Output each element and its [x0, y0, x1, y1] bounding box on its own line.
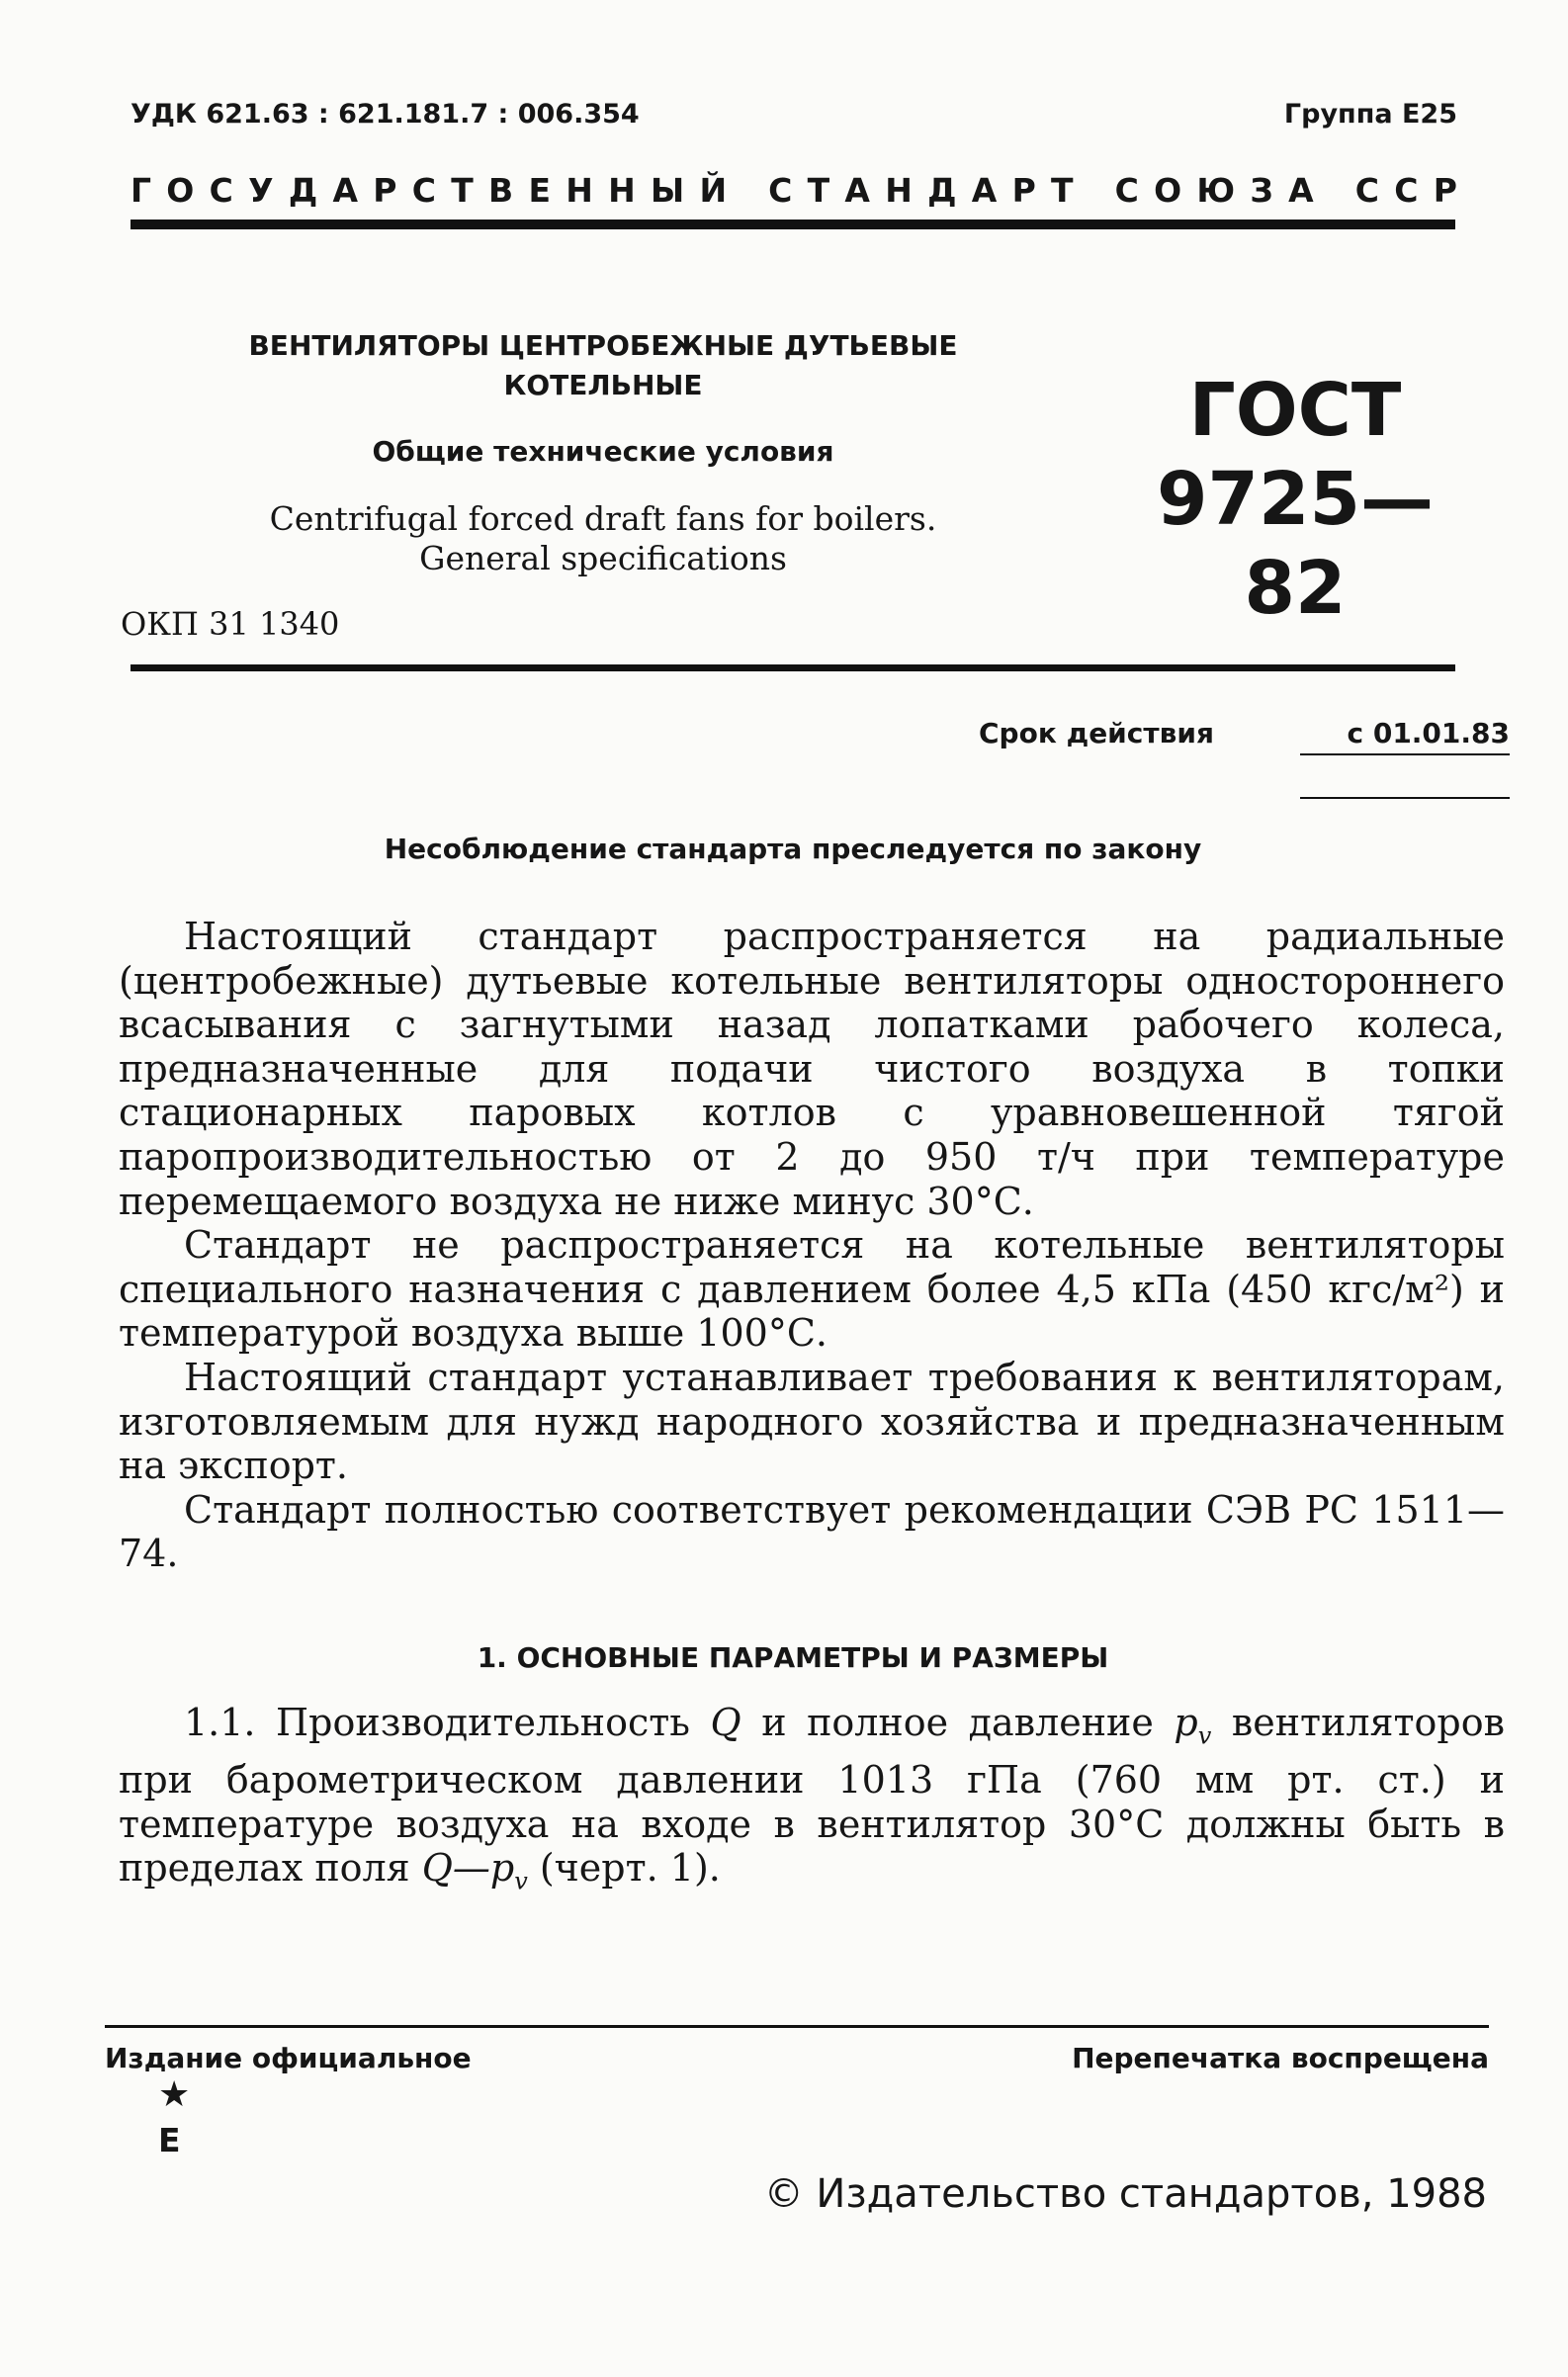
field-symbol: Q—p: [421, 1846, 515, 1891]
validity-label: Срок действия: [979, 717, 1214, 749]
publisher-copyright: © Издательство стандартов, 1988: [763, 2171, 1487, 2217]
banner-letter: Г: [131, 171, 152, 210]
law-notice: Несоблюдение стандарта преследуется по закону: [384, 833, 1202, 865]
banner-letter: Р: [373, 171, 397, 210]
banner-letter: Й: [699, 171, 728, 210]
banner-letter: Т: [807, 171, 830, 210]
field-q-pv: [421, 1846, 528, 1895]
header-rule: [131, 220, 1455, 229]
banner-letter: У: [248, 171, 274, 210]
banner-letter: Д: [927, 171, 957, 210]
banner-letter: В: [488, 171, 514, 210]
english-title-line-1: Centrifugal forced draft fans for boilers.: [269, 499, 937, 538]
banner-letter: О: [1154, 171, 1182, 210]
banner-letter: А: [1288, 171, 1314, 210]
symbol-p: p: [1174, 1701, 1198, 1744]
clause-text: (черт. 1).: [527, 1846, 721, 1891]
banner-letter: Н: [885, 171, 913, 210]
section-1-text: [119, 1701, 1505, 1904]
edition-label: Издание официальное: [105, 2042, 472, 2074]
banner-letter: Д: [288, 171, 318, 210]
banner-letter: С: [1394, 171, 1419, 210]
clause-text: вентиляторов при барометрическом давлении 1013 гПа (760 мм рт. ст.) и температуре воздуха на входе в вентилятор 30°С должны быть в пределах поля: [119, 1701, 1505, 1891]
banner-letter: Е: [528, 171, 551, 210]
banner-letter: [1089, 171, 1100, 210]
banner-letter: [1329, 171, 1341, 210]
gost-designation: [1127, 366, 1463, 633]
symbol-q: Q: [710, 1701, 741, 1744]
banner-letter: Н: [608, 171, 636, 210]
banner-letter: А: [332, 171, 359, 210]
okp-code: ОКП 31 1340: [121, 605, 340, 643]
banner-letter: С: [1114, 171, 1139, 210]
intro-paragraph-4: Стандарт полностью соответствует рекомендации СЭВ РС 1511—74.: [119, 1487, 1505, 1576]
banner-letter: С: [411, 171, 436, 210]
intro-paragraph-3: Настоящий стандарт устанавливает требования к вентиляторам, изготовляемым для нужд народного хозяйства и предназначенным на экспорт.: [119, 1355, 1505, 1488]
english-title: [227, 499, 979, 578]
banner-letter: Ю: [1196, 171, 1236, 210]
title-line-1: ВЕНТИЛЯТОРЫ ЦЕНТРОБЕЖНЫЕ ДУТЬЕВЫЕ: [248, 329, 958, 362]
gost-word: ГОСТ: [1188, 368, 1402, 453]
validity-underline-1: [1300, 753, 1510, 755]
banner-letter: Т: [451, 171, 474, 210]
footer-rule: [105, 2025, 1489, 2028]
english-title-line-2: General specifications: [419, 539, 787, 577]
title-line-2: КОТЕЛЬНЫЕ: [503, 369, 703, 401]
banner-letter: С: [209, 171, 233, 210]
symbol-v-subscript: v: [1197, 1721, 1212, 1750]
document-subtitle: Общие технические условия: [372, 435, 834, 468]
group-code: Группа Е25: [1283, 99, 1457, 130]
banner-letter: С: [768, 171, 793, 210]
banner-letter: [741, 171, 753, 210]
section-1-heading: 1. ОСНОВНЫЕ ПАРАМЕТРЫ И РАЗМЕРЫ: [477, 1641, 1109, 1674]
banner-letter: Н: [566, 171, 593, 210]
no-reprint-label: Перепечатка воспрещена: [1072, 2042, 1489, 2074]
banner-letter: З: [1250, 171, 1273, 210]
banner-letter: А: [844, 171, 870, 210]
symbol-pv: [1174, 1701, 1212, 1750]
udk-code: УДК 621.63 : 621.181.7 : 006.354: [131, 99, 640, 130]
field-subscript: v: [514, 1867, 528, 1895]
e-mark: Е: [158, 2121, 181, 2159]
validity-date: с 01.01.83: [1347, 717, 1510, 749]
clause-1-1: [119, 1701, 1505, 1904]
banner-letter: А: [971, 171, 998, 210]
clause-text: 1.1. Производительность: [184, 1701, 711, 1744]
clause-text: и полное давление: [740, 1701, 1175, 1744]
document-title: [227, 326, 979, 405]
banner-letter: С: [1354, 171, 1379, 210]
state-standard-banner: [131, 171, 1457, 210]
intro-text: [119, 915, 1505, 1576]
banner-letter: О: [166, 171, 195, 210]
title-block-rule: [131, 664, 1455, 671]
banner-letter: Р: [1011, 171, 1036, 210]
banner-letter: Р: [1433, 171, 1457, 210]
gost-number: 9725—82: [1157, 457, 1434, 631]
validity-underline-2: [1300, 797, 1510, 799]
star-icon: ★: [158, 2074, 191, 2115]
banner-letter: Т: [1051, 171, 1074, 210]
intro-paragraph-1: Настоящий стандарт распространяется на радиальные (центробежные) дутьевые котельные вентиляторы одностороннего всасывания с загнутыми назад лопатками рабочего колеса, предназначенные для подачи чистого воздуха в топки стационарных паровых котлов с уравновешенной тягой паропроизводительностью от 2 до 950 т/ч при температуре перемещаемого воздуха не ниже минус 30°С.: [119, 915, 1505, 1223]
banner-letter: Ы: [651, 171, 685, 210]
intro-paragraph-2: Стандарт не распространяется на котельные вентиляторы специального назначения с давлением более 4,5 кПа (450 кгс/м²) и температурой воздуха выше 100°С.: [119, 1223, 1505, 1356]
